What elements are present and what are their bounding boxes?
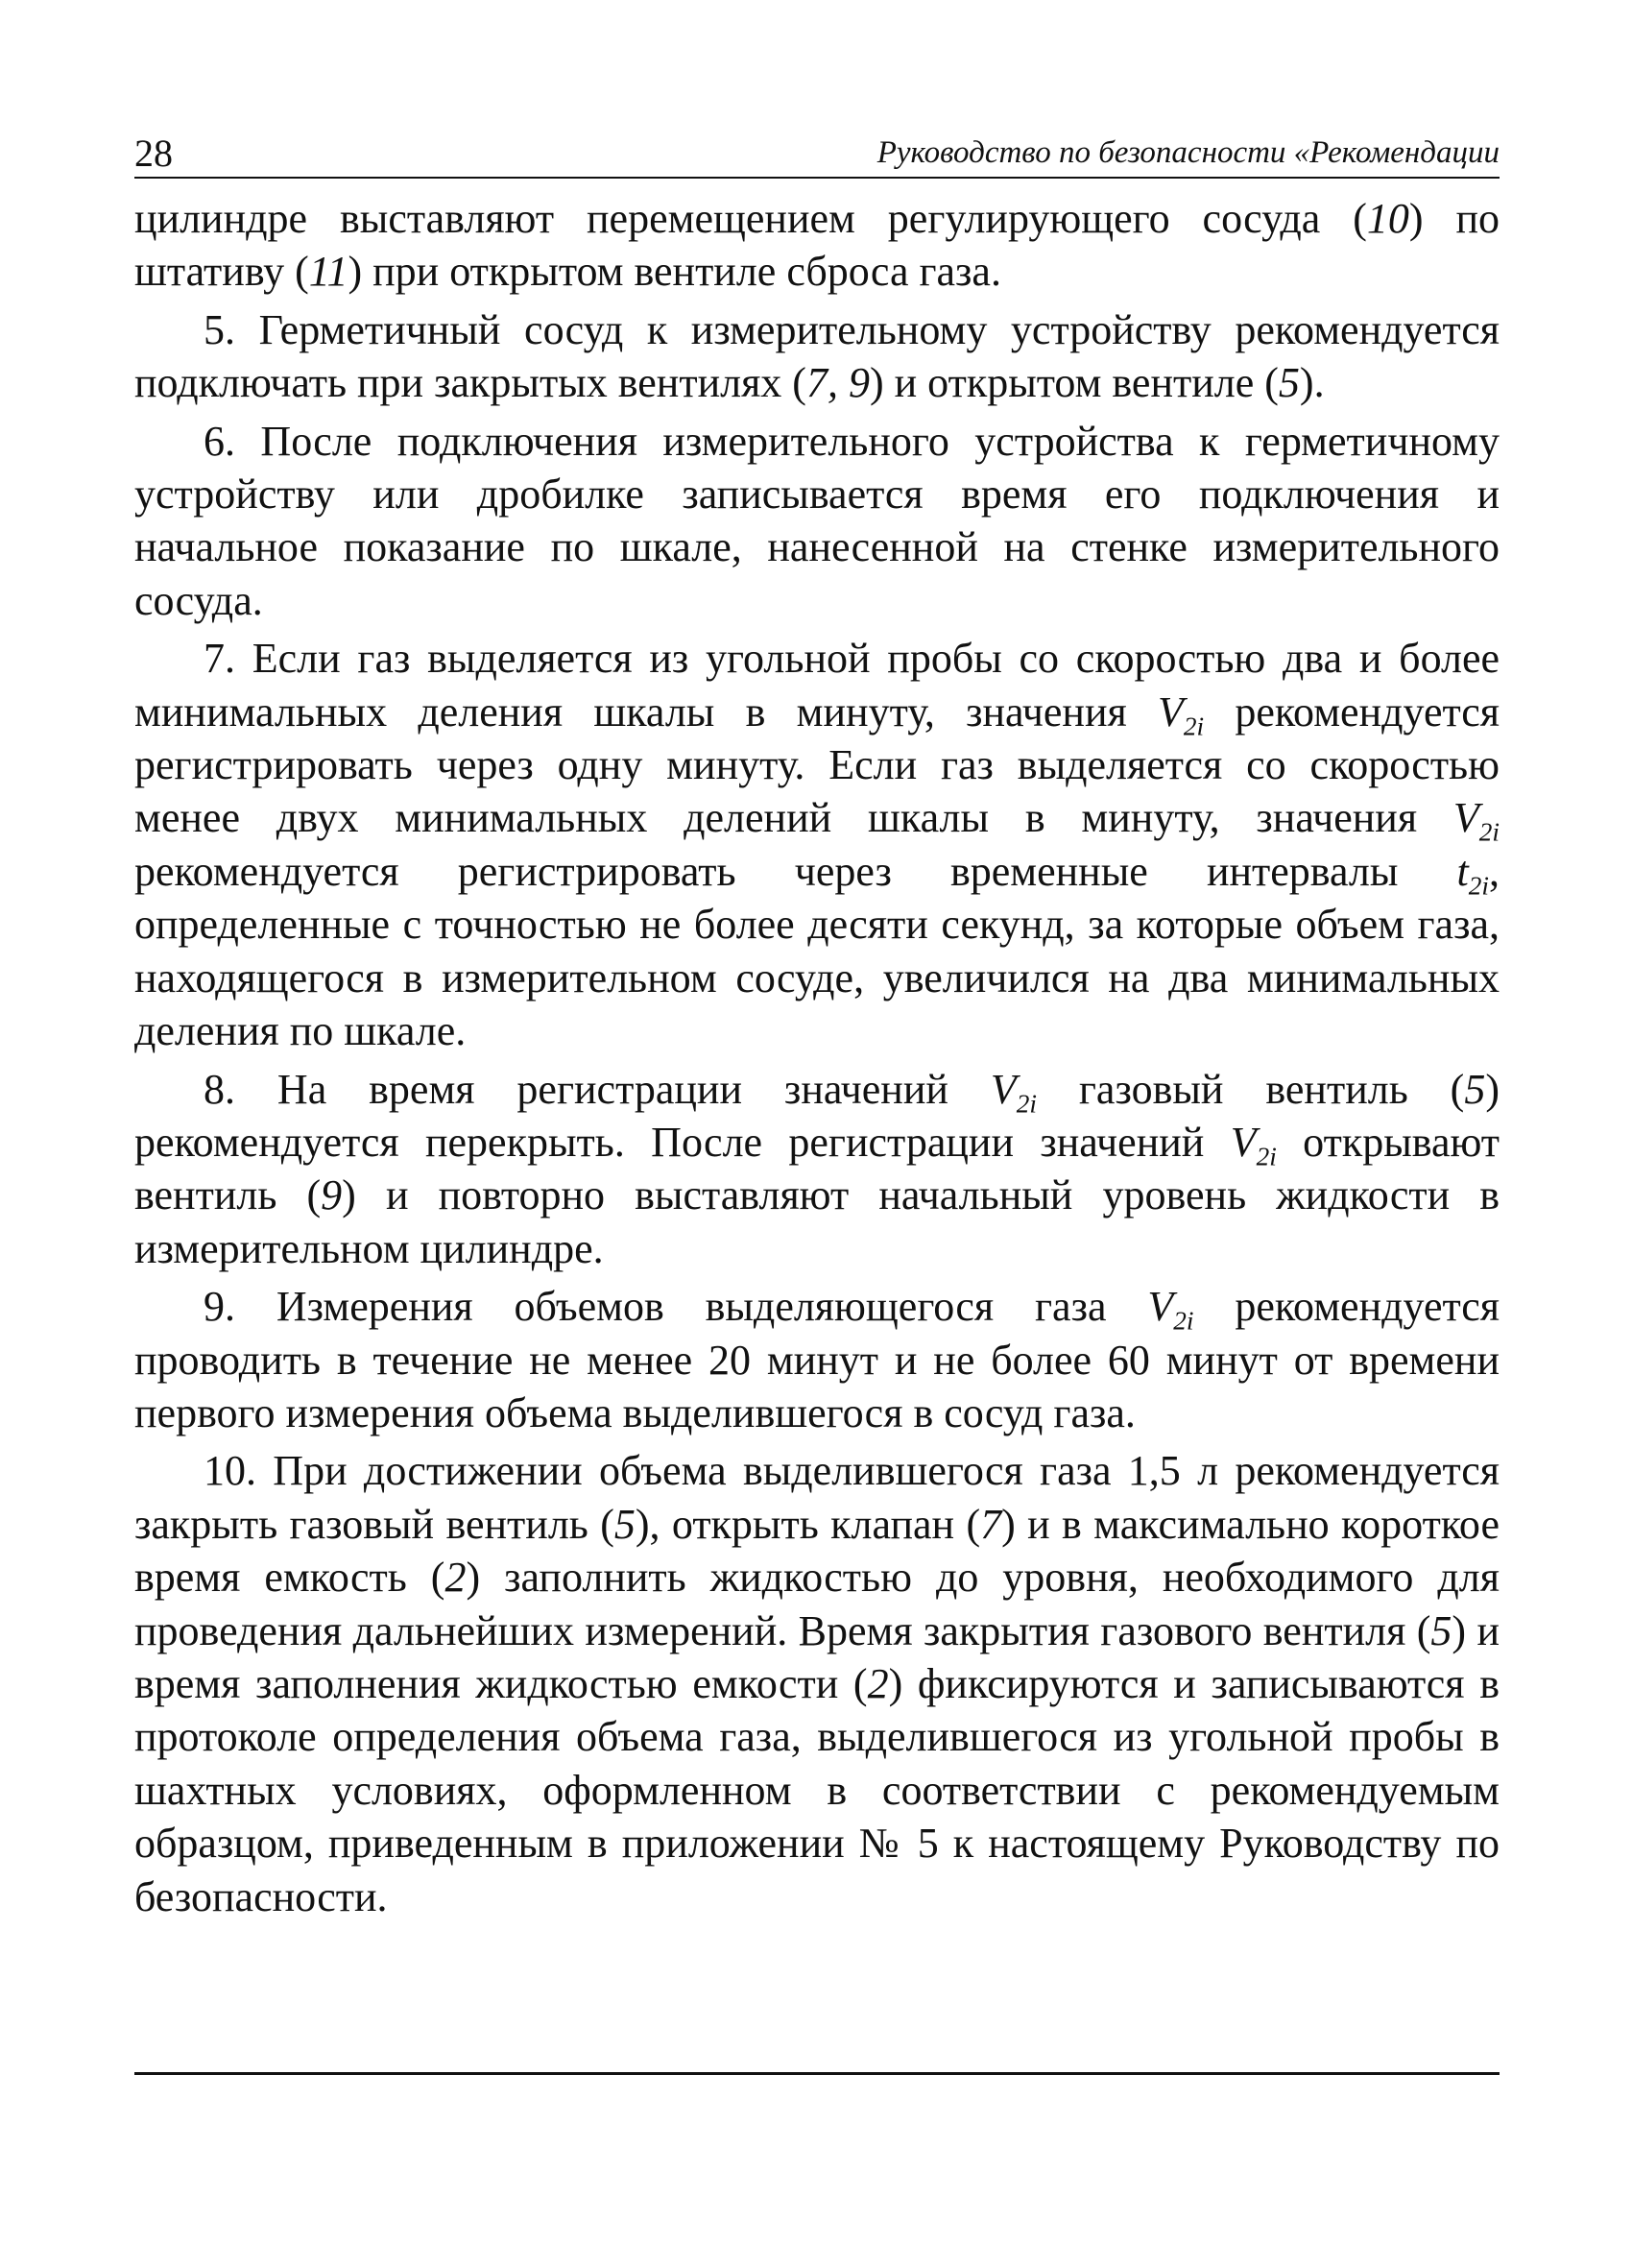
variable-v2i: $V_{2i}$ <box>1230 1118 1277 1171</box>
body-text <box>134 192 1500 1928</box>
paragraph-item-6 <box>134 415 1500 628</box>
reference-number: 9 <box>321 1171 343 1219</box>
paragraph-item-9 <box>134 1280 1500 1439</box>
variable-t2i: $t_{2i}$ <box>1456 847 1489 901</box>
text-run: ) по штативу ( <box>134 195 1500 296</box>
text-run: 10. При достижении объема выделившегося газа 1,5 л рекомендуется закрыть газовый вентиль ( <box>134 1447 1500 1548</box>
text-run: 5. Герметичный сосуд к измерительному устройству рекомендуется подключать при закрытых вентилях ( <box>134 305 1500 407</box>
text-run: открывают вентиль ( <box>134 1118 1500 1219</box>
text-run: 7. Если газ выделяется из угольной пробы со скоростью два и более минимальных деления шкалы в минуту, значения <box>134 635 1500 736</box>
variable-v2i: $V_{2i}$ <box>1158 688 1205 741</box>
reference-number: 10 <box>1366 195 1409 242</box>
reference-number: 5 <box>1430 1606 1452 1654</box>
text-run: рекомендуется проводить в течение не менее 20 минут и не более 60 минут от времени первого измерения объема выделившегося в сосуд газа. <box>134 1283 1500 1436</box>
text-run: 8. На время регистрации значений <box>204 1065 991 1113</box>
page-number: 28 <box>134 132 173 175</box>
reference-number: 5 <box>1278 359 1300 407</box>
text-run: ). <box>1299 359 1325 407</box>
reference-number: 5 <box>613 1500 636 1548</box>
paragraph-item-8 <box>134 1063 1500 1276</box>
text-run: 9. Измерения объемов выделяющегося газа <box>204 1283 1148 1331</box>
text-run: ) и открытом вентиле ( <box>869 359 1279 407</box>
text-run: ) и в максимально короткое время емкость ( <box>134 1500 1500 1602</box>
variable-v2i: $V_{2i}$ <box>1147 1283 1194 1336</box>
text-run: ) заполнить жидкостью до уровня, необходимого для проведения дальнейших измерений. Время закрытия газового вентиля ( <box>134 1554 1500 1654</box>
text-run: ) и время заполнения жидкостью емкости ( <box>134 1606 1500 1707</box>
text-run: рекомендуется регистрировать через одну минуту. Если газ выделяется со скоростью менее двух минимальных делений шкалы в минуту, значения <box>134 688 1500 842</box>
paragraph-item-5 <box>134 303 1500 410</box>
text-run: ) и повторно выставляют начальный уровень жидкости в измерительном цилиндре. <box>134 1171 1500 1272</box>
paragraph-continuation <box>134 192 1500 299</box>
reference-number: 7 <box>980 1500 1002 1548</box>
reference-number: 5 <box>1464 1065 1486 1113</box>
paragraph-item-7 <box>134 632 1500 1057</box>
reference-number: 2 <box>444 1554 467 1602</box>
reference-number: 11 <box>308 248 348 296</box>
variable-v2i: $V_{2i}$ <box>990 1065 1037 1119</box>
reference-number: 2 <box>867 1659 889 1707</box>
text-run: ) фиксируются и записываются в протоколе определения объема газа, выделившегося из угольной пробы в шахтных условиях, оформленном в соответствии с рекомендуемым образцом, приведенным в приложении № 5 к настоящему Руководству по безопасности. <box>134 1659 1500 1920</box>
text-run: ) при открытом вентиле сброса газа. <box>348 248 1001 296</box>
reference-number: 7, 9 <box>805 359 870 407</box>
bottom-divider <box>134 2072 1500 2075</box>
text-run: 6. После подключения измерительного устройства к герметичному устройству или дробилке записывается время его подключения и начальное показание по шкале, нанесенной на стенке измерительного сосуда. <box>134 417 1500 624</box>
text-run: ) рекомендуется перекрыть. После регистрации значений <box>134 1065 1500 1166</box>
text-run: , определенные с точностью не более десяти секунд, за которые объем газа, находящегося в измерительном сосуде, увеличился на два минимальных деления по шкале. <box>134 847 1500 1055</box>
variable-v2i: $V_{2i}$ <box>1452 794 1500 848</box>
text-run: газовый вентиль ( <box>1036 1065 1465 1113</box>
running-title: Руководство по безопасности «Рекомендации <box>876 135 1500 170</box>
page-header <box>134 123 1500 179</box>
text-run: цилиндре выставляют перемещением регулирующего сосуда ( <box>134 195 1367 242</box>
text-run: рекомендуется регистрировать через временные интервалы <box>134 847 1457 895</box>
text-run: ), открыть клапан ( <box>635 1500 981 1548</box>
paragraph-item-10 <box>134 1444 1500 1923</box>
